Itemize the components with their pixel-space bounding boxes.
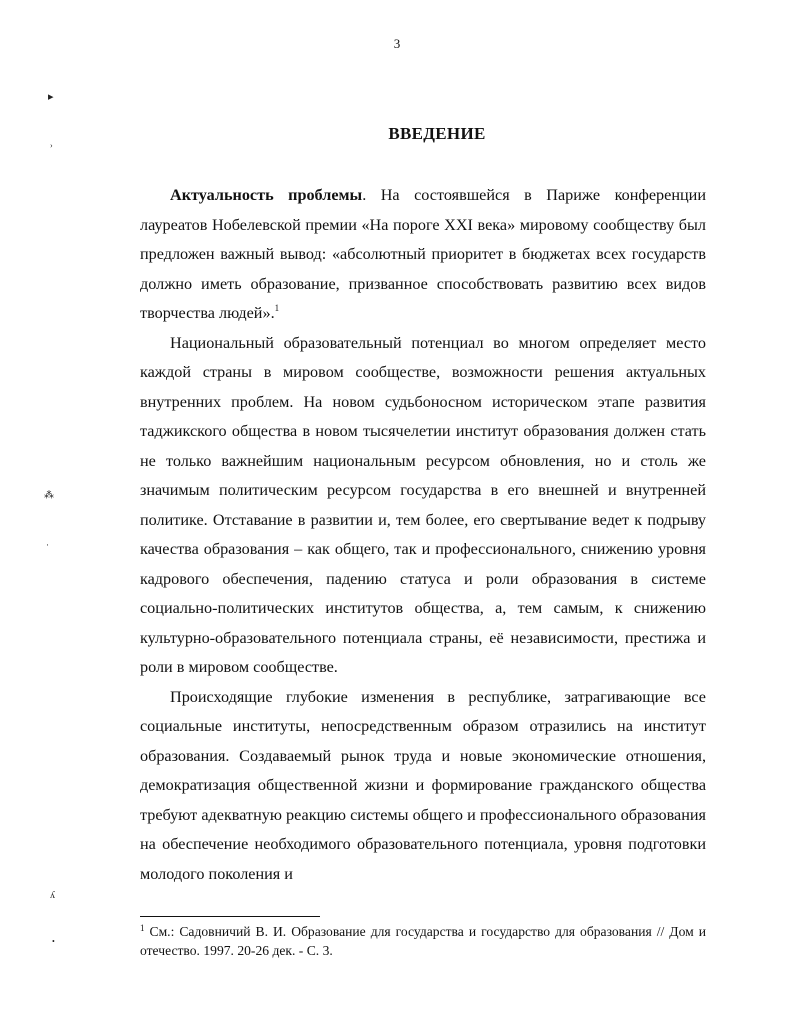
footnote — [140, 922, 706, 960]
scan-artifact: › — [50, 141, 53, 150]
scan-artifact: • — [52, 937, 55, 946]
footnote-divider — [140, 916, 320, 917]
body-text — [140, 181, 706, 889]
paragraph-1 — [140, 181, 706, 329]
scan-artifact: ʎ — [50, 890, 55, 901]
footnote-reference[interactable]: 1 — [274, 303, 280, 313]
footnote-number: 1 — [140, 923, 145, 933]
footnote-text: См.: Садовничий В. И. Образование для государства и государство для образования // Дом и отечество. 1997. 20-26 дек. - С. 3. — [140, 924, 706, 958]
paragraph-3: Происходящие глубокие изменения в республике, затрагивающие все социальные институты, непосредственным образом отразились на институт образования. Создаваемый рынок труда и новые экономические отношения, демократизация общественной жизни и формирование гражданского общества требуют адекватную реакцию системы общего и профессионального образования на обеспечение необходимого образовательного потенциала, уровня подготовки молодого поколения и — [140, 687, 706, 883]
paragraph-lead: Актуальность проблемы — [170, 186, 363, 204]
scan-artifact: ▸ — [48, 91, 54, 103]
page-number: 3 — [393, 36, 401, 51]
page-heading: ВВЕДЕНИЕ — [388, 124, 486, 143]
paragraph-text: . На состоявшейся в Париже конференции лауреатов Нобелевской премии «На пороге XXI века» мировому сообществу был предложен важный вывод: «абсолютный приоритет в бюджетах всех государств должно иметь образование, призванное способствовать развитию всех видов творчества людей». — [140, 186, 706, 322]
scan-artifact: ⁂ — [44, 490, 54, 501]
paragraph-2: Национальный образовательный потенциал во многом определяет место каждой страны в мировом сообществе, возможности решения актуальных внутренних проблем. На новом судьбоносном историческом этапе развития таджикского общества в новом тысячелетии институт образования должен стать не только важнейшим национальным ресурсом обновления, но и столь же значимым политическим ресурсом государства в его внешней и внутренней политике. Отставание в развитии и, тем более, его свертывание ведет к подрыву качества образования – как общего, так и профессионального, снижению уровня кадрового обеспечения, падению статуса и роли образования в системе социально-политических институтов общества, а, тем самым, к снижению культурно-образовательного потенциала страны, её независимости, престижа и роли в мировом сообществе. — [140, 333, 706, 676]
scan-artifact: · — [46, 540, 49, 550]
